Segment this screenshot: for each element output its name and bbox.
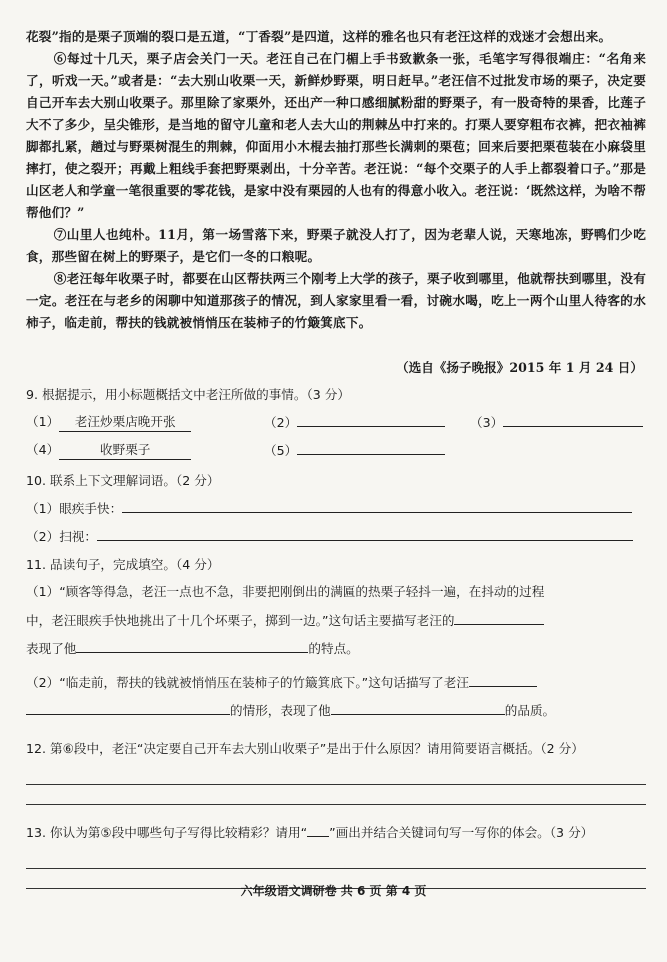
q9-label-2: （2） [264, 415, 298, 430]
question-13-title [26, 820, 646, 846]
question-10-item-2 [26, 522, 646, 550]
q10-term-2: （2）扫视： [26, 529, 97, 544]
page-footer: 六年级语文调研卷 共 6 页 第 4 页 [240, 884, 427, 898]
q9-label-1: （1） [26, 414, 60, 429]
q11-s2-text-b2: 的品质。 [504, 703, 556, 718]
question-9-row-1 [26, 408, 646, 436]
q11-s2-text-a: （2）“临走前，帮扶的钱就被悄悄压在装柿子的竹簸箕底下。”这句话描写了老汪 [26, 675, 469, 690]
q10-answer-1[interactable] [122, 494, 632, 513]
q10-answer-2[interactable] [97, 522, 633, 541]
q9-answer-3[interactable] [503, 408, 643, 427]
q11-s1-text-b: 中，老汪眼疾手快地挑出了十几个坏栗子，掷到一边。”这句话主要描写老汪的 [26, 613, 455, 628]
reading-passage [26, 26, 646, 334]
q9-answer-5[interactable] [297, 436, 445, 455]
q9-answer-2[interactable] [297, 408, 445, 427]
question-10-title: 10. 联系上下文理解词语。（2 分） [26, 473, 220, 488]
q11-sentence-1-line-a: （1）“顾客等得急，老汪一点也不急，非要把刚倒出的满匾的热栗子轻抖一遍，在抖动的过程 [26, 584, 545, 599]
q9-answer-1[interactable]: 老汪炒栗店晚开张 [59, 413, 191, 432]
passage-source: （选自《扬子晚报》2015 年 1 月 24 日） [396, 360, 643, 375]
q12-answer-area[interactable] [26, 762, 646, 788]
q11-s2-blank-3[interactable] [331, 696, 505, 715]
q12-answer-line-2[interactable] [26, 804, 646, 805]
question-9-row-2 [26, 436, 646, 464]
question-11-title: 11. 品读句子，完成填空。（4 分） [26, 557, 220, 572]
paragraph-6: ⑥每过十几天，栗子店会关门一天。老汪自己在门楣上手书致歉条一张，毛笔字写得很端庄：“名角来了，听戏一天。”或者是：“去大别山收栗一天，新鲜炒野栗，明日赶早。”老汪信不过批发市场的栗子，决定要自己开车去大别山收栗子。那里除了家栗外，还出产一种口感细腻粉甜的野栗子，有一股奇特的果香，比莲子大不了多少，呈尖锥形，是当地的留守儿童和老人去大山的荆棘丛中打来的。打栗人要穿粗布衣裤，把衣袖裤脚都扎紧，趟过与野栗树混生的荆棘，仰面用小木棍去抽打那些长满刺的栗苞；回来后要把栗苞装在小麻袋里摔打，使之裂开；再戴上粗线手套把野栗剥出，十分辛苦。老汪说：“每个交栗子的人手上都裂着口子。”那是山区老人和学童一笔很重要的零花钱，是家中没有栗园的人也有的得意小收入。老汪说：‘既然这样，为啥不帮帮他们？” [26, 51, 646, 220]
q11-s1-text-c2: 的特点。 [308, 641, 359, 656]
q9-label-5: （5） [264, 443, 298, 458]
q13-text-b: ”画出并结合关键词句写一写你的体会。（3 分） [329, 825, 594, 840]
q11-s2-blank-1[interactable] [469, 668, 537, 687]
q11-sentence-1-line-b [26, 606, 646, 634]
q13-answer-area[interactable] [26, 846, 646, 872]
q13-answer-line-1[interactable] [26, 868, 646, 869]
q9-label-3: （3） [470, 415, 504, 430]
q11-sentence-2-line-b [26, 696, 646, 724]
q11-s1-blank-2[interactable] [76, 634, 308, 653]
q11-sentence-2-line-a [26, 668, 646, 696]
q12-answer-line-1[interactable] [26, 784, 646, 785]
q11-s1-text-c1: 表现了他 [26, 641, 77, 656]
question-9-title: 9. 根据提示，用小标题概括文中老汪所做的事情。（3 分） [26, 387, 350, 402]
paragraph-7: ⑦山里人也纯朴。11月，第一场雪落下来，野栗子就没人打了，因为老辈人说，天寒地冻，野鸭们少吃食，那些留在树上的野栗子，是它们一冬的口粮呢。 [26, 227, 646, 264]
question-12-title: 12. 第⑥段中，老汪“决定要自己开车去大别山收栗子”是出于什么原因？请用简要语言概括。（2 分） [26, 741, 584, 756]
paragraph-5-end: 花裂”指的是栗子顶端的裂口是五道，“丁香裂”是四道，这样的雅名也只有老汪这样的戏迷才会想出来。 [26, 29, 612, 44]
question-10-item-1 [26, 494, 646, 522]
paragraph-8: ⑧老汪每年收栗子时，都要在山区帮扶两三个刚考上大学的孩子，栗子收到哪里，他就帮扶到哪里，没有一定。老汪在与老乡的闲聊中知道那孩子的情况，到人家家里看一看，讨碗水喝，吃上一两个山里人待客的水柿子，临走前，帮扶的钱就被悄悄压在装柿子的竹簸箕底下。 [26, 271, 646, 330]
q12-answer-area-2[interactable] [26, 788, 646, 810]
q9-label-4: （4） [26, 442, 60, 457]
q10-term-1: （1）眼疾手快： [26, 501, 123, 516]
q11-sentence-1-line-c [26, 634, 646, 662]
q11-s2-blank-2[interactable] [26, 696, 230, 715]
q13-text-a: 13. 你认为第⑤段中哪些句子写得比较精彩？请用“ [26, 825, 308, 840]
q11-s1-blank-1[interactable] [454, 606, 544, 625]
questions-section [26, 382, 646, 894]
underline-symbol [307, 822, 329, 837]
q11-s2-text-b1: 的情形，表现了他 [230, 703, 331, 718]
q9-answer-4[interactable]: 收野栗子 [59, 441, 191, 460]
